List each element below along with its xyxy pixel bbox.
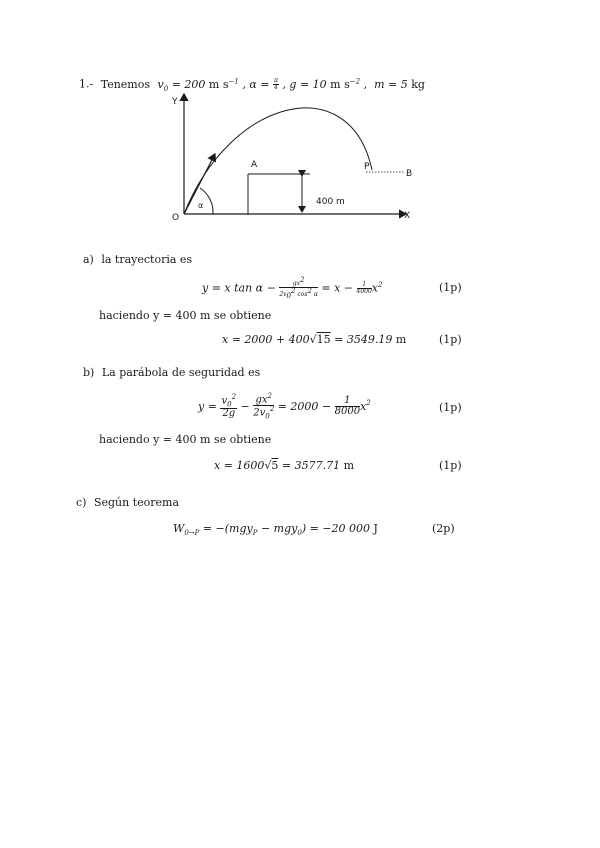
part-b-result-points: (1p): [439, 459, 462, 472]
trajectory-equation: y = x tan α − $\frac{gx^2}{2v_0^2 \cos^2 \alpha}$ = x − $\frac{1}{4000}$ $x^2$: [202, 276, 383, 301]
part-c-heading: [76, 496, 179, 509]
part-c-text: Según teorema: [93, 496, 180, 509]
angle-label: α: [198, 201, 204, 210]
part-a-heading: [83, 253, 192, 266]
part-a-condition: haciendo y = 400 m se obtiene: [99, 309, 272, 322]
height-label: 400 m: [316, 197, 345, 207]
origin-label: O: [172, 213, 180, 223]
part-b-label: b): [83, 366, 95, 379]
part-a-label: a): [83, 253, 94, 266]
point-p-label: P: [364, 162, 370, 172]
part-a-text: la trayectoria es: [101, 253, 193, 266]
y-axis-label: Y: [172, 97, 178, 107]
part-a-points: (1p): [439, 281, 462, 294]
work-equation: $W_{0\to P} = -(mgy_P - mgy_0) = -20$ 000 J: [173, 522, 378, 538]
part-b-heading: [83, 366, 260, 379]
part-b-text: La parábola de seguridad es: [101, 366, 261, 379]
part-b-points: (1p): [439, 401, 462, 414]
part-b-condition: haciendo y = 400 m se obtiene: [99, 433, 272, 446]
part-c-label: c): [76, 496, 87, 509]
problem-number: 1.-: [79, 77, 94, 91]
point-a-label: A: [251, 160, 258, 170]
part-a-result: x = 2000 + 400√15 = 3549.19 m: [222, 333, 407, 346]
problem-intro: Tenemos: [100, 77, 151, 91]
trajectory-diagram: [160, 88, 430, 228]
safety-parabola-equation: y = $\frac{v_0^2}{2g}$ − $\frac{gx^2}{2v_0^2}$ = 2000 − $\frac{1}{8000}$ $x^2$: [198, 392, 371, 421]
part-b-result: x = 1600√5 = 3577.71 m: [214, 459, 355, 472]
x-axis-label: X: [404, 211, 411, 221]
problem-givens: $v_0 = 200$ m $s^{-1}$ , α = $\frac{\pi}{4}$ , g = 10 m $s^{-2}$ , m = 5 kg: [157, 77, 425, 93]
point-b-label: B: [406, 169, 413, 179]
part-a-result-points: (1p): [439, 333, 462, 346]
part-c-points: (2p): [432, 522, 455, 535]
